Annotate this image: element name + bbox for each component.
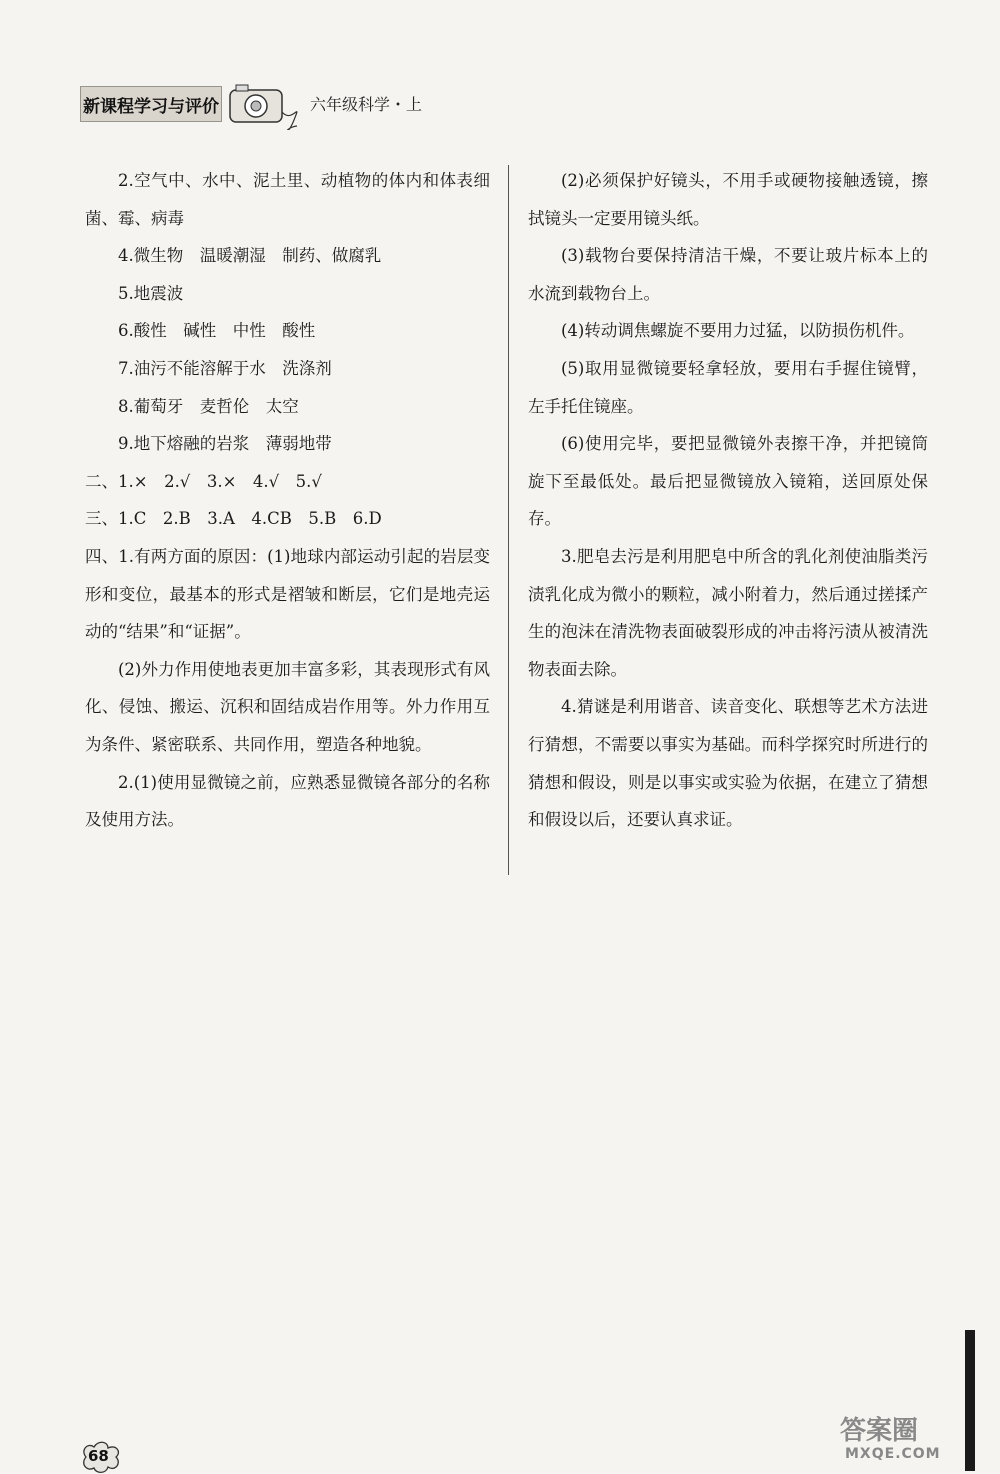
faded-stamp: [150, 1418, 162, 1448]
answer-paragraph: 2.(1)使用显微镜之前，应熟悉显微镜各部分的名称及使用方法。: [85, 772, 490, 830]
answer-paragraph: 7.油污不能溶解于水 洗涤剂: [118, 358, 332, 378]
page-number-badge: [78, 1440, 122, 1474]
left-column: [85, 162, 490, 839]
answer-paragraph: 二、1.× 2.√ 3.× 4.√ 5.√: [85, 471, 322, 491]
answer-paragraph: 三、1.C 2.B 3.A 4.CB 5.B 6.D: [85, 509, 382, 529]
answer-paragraph: (5)取用显微镜要轻拿轻放，要用右手握住镜臂，左手托住镜座。: [528, 358, 928, 416]
right-column: [528, 162, 928, 839]
page-header: [80, 80, 560, 130]
answer-paragraph: 5.地震波: [118, 283, 184, 303]
page-number: 68: [88, 1447, 109, 1465]
grade-subject-label: 六年级科学・上: [310, 95, 423, 114]
column-divider: [508, 165, 509, 875]
answer-paragraph: 四、1.有两方面的原因：(1)地球内部运动引起的岩层变形和变位，最基本的形式是褶皱和断层，它们是地壳运动的“结果”和“证据”。: [85, 546, 490, 642]
answer-paragraph: (2)外力作用使地表更加丰富多彩，其表现形式有风化、侵蚀、搬运、沉积和固结成岩作用等。外力作用互为条件、紧密联系、共同作用，塑造各种地貌。: [85, 659, 490, 754]
watermark-logo: 答案圈: [840, 1416, 919, 1446]
answer-paragraph: (3)载物台要保持清洁干燥，不要让玻片标本上的水流到载物台上。: [528, 246, 928, 303]
answer-paragraph: 9.地下熔融的岩浆 薄弱地带: [118, 434, 332, 454]
answer-paragraph: 8.葡萄牙 麦哲伦 太空: [118, 396, 299, 416]
answer-paragraph: 4.微生物 温暖潮湿 制药、做腐乳: [118, 246, 382, 266]
answer-paragraph: 3.肥皂去污是利用肥皂中所含的乳化剂使油脂类污渍乳化成为微小的颗粒，减小附着力，然后通过搓揉产生的泡沫在清洗物表面破裂形成的冲击将污渍从被清洗物表面去除。: [528, 546, 928, 679]
answer-paragraph: (6)使用完毕，要把显微镜外表擦干净，并把镜筒旋下至最低处。最后把显微镜放入镜箱，送回原处保存。: [528, 434, 928, 529]
answer-paragraph: 2.空气中、水中、泥土里、动植物的体内和体表细菌、霉、病毒: [85, 171, 490, 228]
book-title-banner: 新课程学习与评价: [80, 86, 222, 122]
answer-paragraph: (2)必须保护好镜头，不用手或硬物接触透镜，擦拭镜头一定要用镜头纸。: [528, 171, 928, 228]
faded-stamp: [150, 1160, 162, 1190]
answer-paragraph: (4)转动调焦螺旋不要用力过猛，以防损伤机件。: [561, 321, 915, 341]
answer-paragraph: 6.酸性 碱性 中性 酸性: [118, 321, 316, 341]
watermark-url: MXQE.COM: [845, 1446, 941, 1462]
page-edge-shadow: [965, 1330, 975, 1471]
answer-paragraph: 4.猜谜是利用谐音、读音变化、联想等艺术方法进行猜想，不需要以事实为基础。而科学探究时所进行的猜想和假设，则是以事实或实验为依据，在建立了猜想和假设以后，还要认真求证。: [528, 697, 928, 830]
